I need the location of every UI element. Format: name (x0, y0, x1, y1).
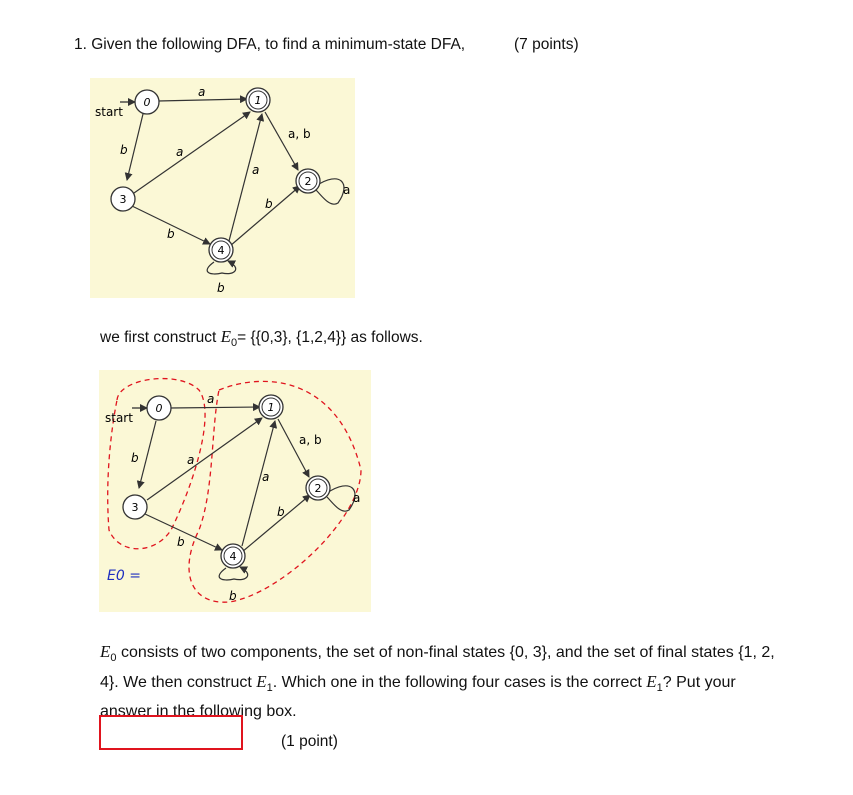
label-0-3: b (120, 143, 128, 157)
state-0 (135, 90, 159, 114)
svg-text:a: a (187, 453, 195, 467)
svg-text:start: start (105, 411, 133, 425)
e0-symbol: E (100, 642, 111, 661)
answer-input[interactable] (99, 715, 243, 750)
state-1 (246, 88, 270, 112)
svg-text:3: 3 (131, 501, 139, 514)
label-4-4: b (217, 281, 225, 295)
answer-points: (1 point) (281, 733, 338, 750)
svg-text:0: 0 (143, 96, 151, 109)
svg-text:b: b (131, 451, 139, 465)
state-3 (111, 187, 135, 211)
svg-text:2: 2 (314, 482, 322, 495)
svg-text:a, b: a, b (299, 433, 322, 447)
intro-suffix: = {{0,3}, {1,2,4}} as follows. (237, 329, 423, 346)
svg-text:b: b (177, 535, 185, 549)
partition-figure (99, 370, 371, 612)
svg-text:a: a (262, 470, 270, 484)
e1-symbol: E (256, 672, 267, 692)
e0-label: E0 = (107, 568, 141, 584)
intro-sentence (100, 327, 423, 349)
label-2-2: a (343, 183, 351, 197)
svg-text:2: 2 (304, 175, 312, 188)
question-paragraph: $E_0$ consists of two components, the set of non-final states {0, 3}, and the set of final states {1, 2, 4}. We then construct $E_1$. Which one in the following four cases is the correct $E_1$? Put your answer in the following box. (100, 642, 775, 721)
intro-symbol: E (220, 327, 231, 346)
label-0-1: a (198, 85, 206, 99)
question-title: 1. Given the following DFA, to find a minimum-state DFA, (74, 36, 466, 53)
intro-prefix: we first construct (100, 329, 217, 346)
state-4 (209, 238, 233, 262)
svg-text:4: 4 (229, 550, 237, 563)
label-3-1: a (176, 145, 184, 159)
start-label: start (95, 105, 123, 119)
svg-text:b: b (229, 589, 237, 603)
label-3-4: b (167, 227, 175, 241)
question-points: (7 points) (514, 36, 579, 53)
intro-subscript: 0 (230, 337, 238, 350)
svg-text:1: 1 (267, 401, 275, 414)
label-1-2: a, b (288, 127, 311, 141)
svg-text:1: 1 (254, 94, 262, 107)
svg-text:b: b (277, 505, 285, 519)
dfa-figure (90, 78, 355, 298)
svg-text:4: 4 (217, 244, 225, 257)
svg-text:a: a (353, 491, 361, 505)
svg-text:3: 3 (119, 193, 127, 206)
label-4-2: b (265, 197, 273, 211)
label-4-1: a (252, 163, 260, 177)
state-2 (296, 169, 320, 193)
svg-text:a: a (207, 392, 215, 406)
svg-text:0: 0 (155, 402, 163, 415)
